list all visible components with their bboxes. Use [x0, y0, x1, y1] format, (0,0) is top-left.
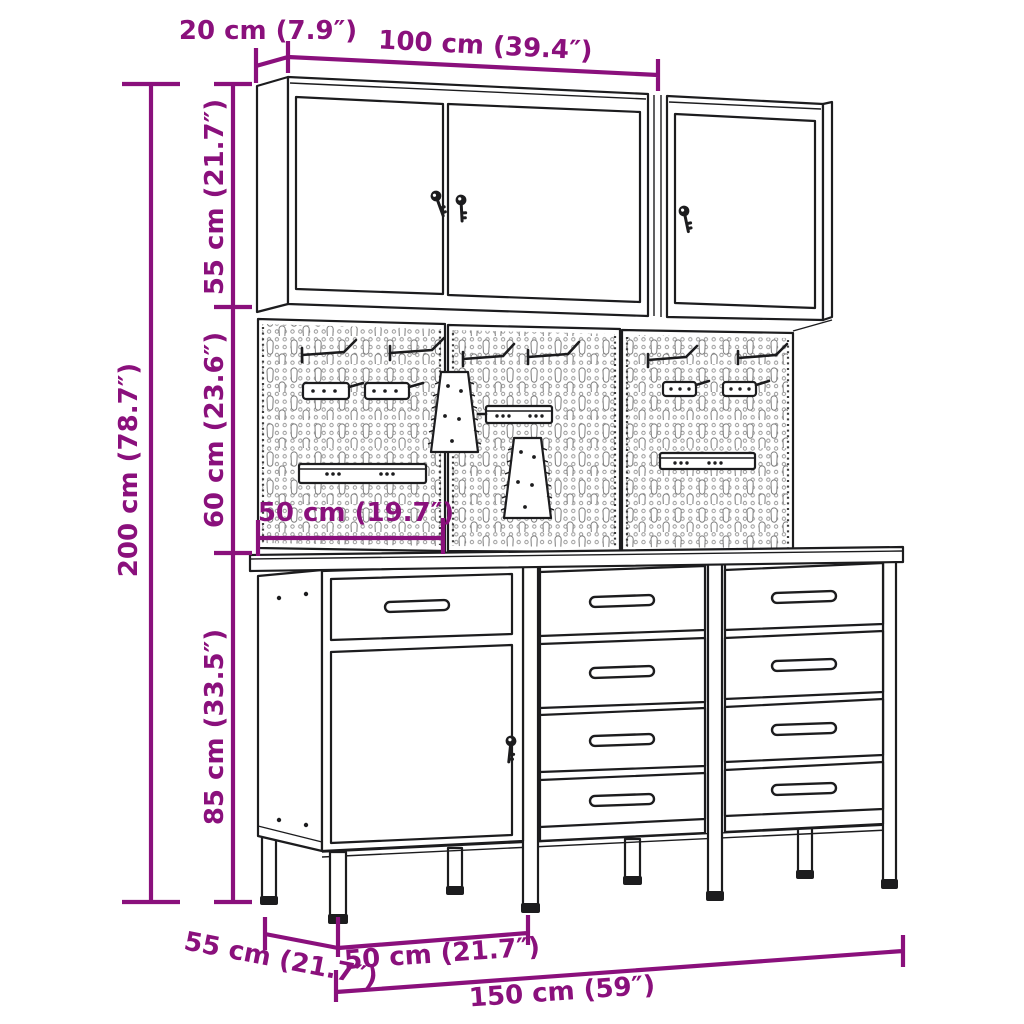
serrated-tool-holder — [428, 372, 481, 452]
dim-label-base-cabinet-height: 85 cm (33.5″) — [200, 628, 230, 826]
wall-cabinet-unit — [257, 77, 832, 331]
base-cabinet-left — [322, 565, 523, 851]
dimension-section-heights — [200, 84, 252, 902]
drawer-handle — [772, 723, 836, 735]
drawer-handle — [385, 600, 449, 612]
base-cabinet-right — [725, 558, 883, 832]
drawer-handle — [590, 666, 654, 678]
dimension-total-height — [114, 84, 180, 902]
dim-label-wall-cabinet-width: 100 cm (39.4″) — [377, 25, 594, 67]
dim-label-base-cabinet-width: 50 cm (21.7″) — [343, 932, 542, 976]
drawer-handle — [590, 734, 654, 746]
dim-label-total-height: 200 cm (78.7″) — [114, 362, 144, 578]
pegboard-panel-3 — [622, 330, 793, 553]
tool-holder-bar — [299, 464, 426, 483]
tool-holder-bar — [660, 453, 755, 469]
pegboard-panel-2 — [428, 325, 620, 552]
dim-label-pegboard-width: 50 cm (19.7″) — [257, 498, 455, 528]
drawer-handle — [590, 794, 654, 806]
dim-label-cabinet-depth: 20 cm (7.9″) — [178, 16, 358, 46]
wall-cabinet-door — [296, 97, 443, 294]
wall-cabinet-door — [675, 114, 815, 308]
dimension-cabinet-depth — [179, 16, 357, 83]
workbench-unit — [250, 547, 903, 924]
wall-cabinet-door — [448, 104, 640, 302]
base-cabinet-side-panel — [258, 570, 322, 851]
dim-label-base-depth: 55 cm (21.7″) — [181, 926, 381, 994]
dimension-base-cabinet-width — [338, 915, 541, 976]
dim-label-wall-cabinet-height: 55 cm (21.7″) — [200, 98, 230, 296]
wall-cabinet-side-panel — [257, 77, 288, 312]
serrated-tool-holder — [501, 438, 554, 518]
wall-cabinet-side-edge — [823, 102, 832, 320]
cabinet-door — [331, 645, 512, 843]
drawer-handle — [772, 591, 836, 603]
drawer-handle — [590, 595, 654, 607]
tool-holder-bar — [478, 406, 552, 423]
drawer-handle — [772, 659, 836, 671]
drawer-handle — [772, 783, 836, 795]
dim-label-total-width: 150 cm (59″) — [468, 970, 657, 1014]
dim-label-pegboard-height: 60 cm (23.6″) — [200, 331, 230, 529]
base-cabinet-middle — [540, 561, 705, 841]
